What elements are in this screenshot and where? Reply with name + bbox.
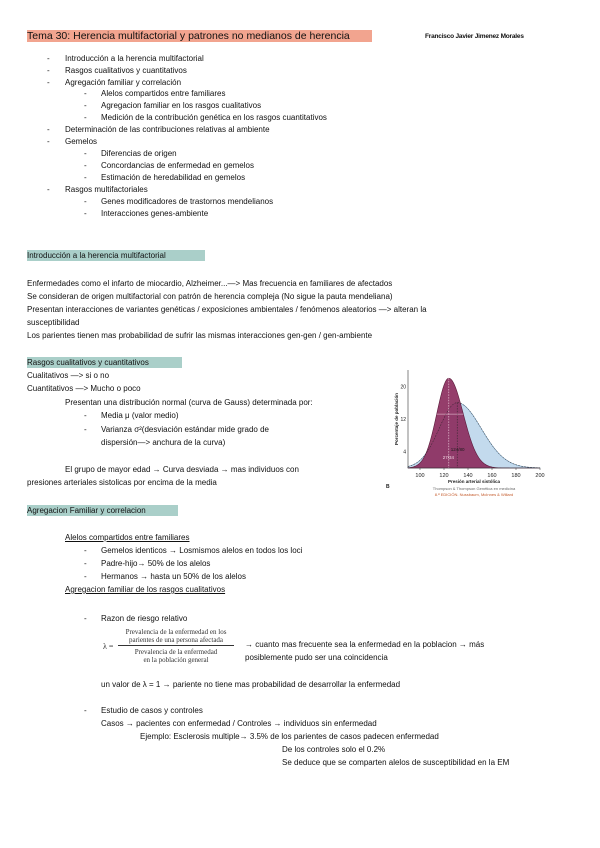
x-tick-label: 140 [463, 473, 473, 479]
list-item: Gemelos identicos → Losmismos alelos en todos los loci [101, 546, 303, 555]
author-name: Francisco Javier Jimenez Morales [425, 33, 524, 40]
text-line: Casos → pacientes con enfermedad / Controles → individuos sin enfermedad [101, 719, 377, 728]
outline-item: Rasgos multifactoriales [65, 185, 148, 194]
outline-item: Agregacion familiar en los rasgos cualitativos [101, 101, 262, 110]
text-line: Presentan una distribución normal (curva de Gauss) determinada por: [65, 398, 313, 407]
subheading: Agregacion familiar de los rasgos cualitativos [65, 585, 226, 594]
outline-item: Genes modificadores de trastornos mendelianos [101, 197, 274, 206]
y-axis-label: Porcentaje de población [394, 392, 399, 446]
y-tick-label: 20 [400, 384, 406, 391]
bullet: - [84, 161, 87, 170]
paragraph-line: Enfermedades como el infarto de miocardio, Alzheimer...—> Mas frecuencia en familiares de afectados [27, 279, 393, 288]
outline-item: Diferencias de origen [101, 149, 177, 158]
bullet: - [84, 89, 87, 98]
formula-lambda: λ = [103, 642, 114, 651]
page-title: Tema 30: Herencia multifactorial y patrones no medianos de herencia [27, 30, 372, 42]
x-tick-label: 100 [415, 473, 425, 479]
section-heading: Introducción a la herencia multifactorial [27, 250, 205, 261]
bullet: - [84, 197, 87, 206]
text-line: El grupo de mayor edad → Curva desviada → mas individuos con [65, 465, 299, 474]
outline-item: Gemelos [65, 137, 98, 146]
x-tick-label: 120 [439, 473, 449, 479]
bullet: - [47, 54, 50, 63]
bullet: - [84, 546, 87, 555]
bullet: - [84, 425, 87, 434]
bullet: - [84, 113, 87, 122]
paragraph-line: Los parientes tienen mas probabilidad de sufrir las mismas interacciones gen-gen / gen-ambiente [27, 331, 373, 340]
figure-caption: Thompson & Thompson Genética en medicina [432, 486, 516, 491]
x-axis-label: Presión arterial sistólica [447, 479, 501, 484]
figure-caption: 8.ª EDICIÓN. Nussbaum, McInnes & Willard [434, 492, 514, 497]
formula-denominator: Prevalencia de la enfermedad [134, 648, 218, 656]
formula-denominator: en la población general [143, 656, 209, 664]
paragraph-line: Se consideran de origen multifactorial con patrón de herencia compleja (No sigue la pauta mendeliana) [27, 292, 393, 301]
y-tick-label: 4 [403, 449, 406, 456]
outline-item: Alelos compartidos entre familiares [101, 89, 226, 98]
text-line: posiblemente pudo ser una coincidencia [245, 653, 388, 662]
outline-item: Rasgos cualitativos y cuantitativos [65, 66, 187, 75]
outline-item: Interacciones genes-ambiente [101, 209, 209, 218]
outline-item: Agregación familiar y correlación [65, 78, 182, 87]
section-heading: Rasgos cualitativos y cuantitativos [27, 357, 182, 368]
paragraph-line: susceptibilidad [27, 318, 80, 327]
formula-numerator: parientes de una persona afectada [128, 636, 224, 644]
fraction-line [118, 645, 234, 646]
outline-item: Concordancias de enfermedad en gemelos [101, 161, 254, 170]
bullet: - [84, 149, 87, 158]
text-line: dispersión—> anchura de la curva) [101, 438, 226, 447]
outline-item: Medición de la contribución genética en los rasgos cuantitativos [101, 113, 327, 122]
formula-numerator: Prevalencia de la enfermedad en los [125, 628, 227, 636]
text-line: Cuantitativos —> Mucho o poco [27, 384, 141, 393]
text-line: Varianza σ²(desviación estándar mide grado de [101, 425, 269, 434]
annotation-label: 27/34 [442, 455, 455, 461]
paragraph-line: Presentan interacciones de variantes genéticas / exposiciones ambientales / fenómenos aleatorios —> alteran la [27, 305, 427, 314]
text-line: Media μ (valor medio) [101, 411, 179, 420]
outline-item: Determinación de las contribuciones relativas al ambiente [65, 125, 270, 134]
outline-item: Introducción a la herencia multifactorial [65, 54, 204, 63]
text-line: un valor de λ = 1 → pariente no tiene mas probabilidad de desarrollar la enfermedad [101, 680, 401, 689]
bullet: - [84, 559, 87, 568]
text-line: Estudio de casos y controles [101, 706, 203, 715]
bullet: - [47, 185, 50, 194]
outline-item: Estimación de heredabilidad en gemelos [101, 173, 246, 182]
subheading: Alelos compartidos entre familiares [65, 533, 190, 542]
text-line: Razon de riesgo relativo [101, 614, 188, 623]
bullet: - [84, 411, 87, 420]
bullet: - [84, 614, 87, 623]
bullet: - [47, 66, 50, 75]
text-line: → cuanto mas frecuente sea la enfermedad en la poblacion → más [245, 640, 485, 649]
bullet: - [47, 78, 50, 87]
x-tick-label: 180 [511, 473, 521, 479]
text-line: Se deduce que se comparten alelos de susceptibilidad en la EM [282, 758, 510, 767]
panel-label: B [386, 484, 390, 490]
bullet: - [84, 572, 87, 581]
y-tick-label: 12 [400, 417, 406, 423]
text-line: presiones arteriales sistolicas por encima de la media [27, 478, 217, 487]
annotation-label: 124/80 [450, 446, 465, 452]
list-item: Hermanos → hasta un 50% de los alelos [101, 572, 246, 581]
list-item: Padre-hijo→ 50% de los alelos [101, 559, 211, 568]
x-tick-label: 200 [535, 473, 545, 479]
section-heading: Agregacion Familiar y correlacion [27, 505, 178, 516]
text-line: De los controles solo el 0.2% [282, 745, 386, 754]
x-tick-label: 160 [487, 473, 497, 479]
bullet: - [84, 209, 87, 218]
text-line: Cualitativos —> si o no [27, 371, 110, 380]
blood-pressure-chart [380, 362, 550, 512]
bullet: - [84, 101, 87, 110]
bullet: - [47, 137, 50, 146]
bullet: - [84, 173, 87, 182]
bullet: - [84, 706, 87, 715]
text-line: Ejemplo: Esclerosis multiple→ 3.5% de los parientes de casos padecen enfermedad [140, 732, 439, 741]
bullet: - [47, 125, 50, 134]
